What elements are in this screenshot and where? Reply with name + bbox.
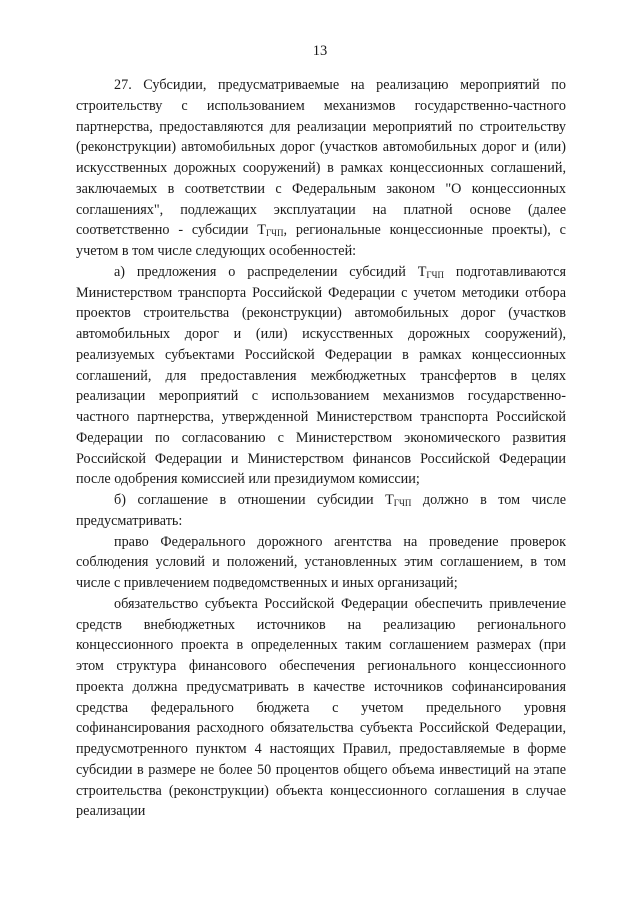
paragraph-text-tail: должно в том числе предусматривать: [76, 492, 567, 529]
paragraph-text-tail: подготавливаются Министерством транспорта Российской Федерации с учетом методики отбора проектов строительства (реконструкции) автомобильных дорог (участков автомобильных дорог и (или) искусственных дорожных сооружений), реализуемых субъектами Российской Федерации в рамках концессионных соглашений, для предоставления межбюджетных трансфертов в целях реализации мероприятий с использованием механизмов государственно-частного партнерства, утвержденной Министерством транспорта Российской Федерации по согласованию с Министерством экономического развития Российской Федерации и Министерством финансов Российской Федерации после одобрения комиссией или президиумом комиссии; [76, 263, 567, 488]
subscript: ГЧП [393, 498, 412, 508]
paragraph-text: обязательство субъекта Российской Федерации обеспечить привлечение средств внебюджетных источников на реализацию регионального концессионного проекта в определенных таким соглашением размерах (при этом структура финансового обеспечения регионального концессионного проекта должна предусматривать в качестве источников софинансирования средства федерального бюджета с учетом предельного уровня софинансирования расходного обязательства субъекта Российской Федерации, предусмотренного пунктом 4 настоящих Правил, предоставляемые в форме субсидии в размере не более 50 процентов общего объема инвестиций на этапе строительства (реконструкции) объекта концессионного соглашения в случае реализации [76, 595, 566, 820]
paragraph-text: право Федерального дорожного агентства на проведение проверок соблюдения условий и положений, установленных этим соглашением, в том числе с привлечением подведомственных и иных организаций; [76, 533, 566, 591]
paragraph-text: а) предложения о распределении субсидий Т [114, 263, 427, 280]
paragraph-b [76, 490, 566, 532]
paragraph-text: 27. Субсидии, предусматриваемые на реализацию мероприятий по строительству с использованием механизмов государственно-частного партнерства, предоставляются для реализации мероприятий по строительству (реконструкции) автомобильных дорог (участков автомобильных дорог и (или) искусственных дорожных сооружений) в рамках концессионных соглашений, заключаемых в соответствии с Федеральным законом "О концессионных соглашениях", подлежащих эксплуатации на платной основе (далее соответственно - субсидии Т [76, 77, 566, 239]
paragraph-text: б) соглашение в отношении субсидии Т [114, 492, 394, 508]
paragraph-right-of-agency [76, 532, 566, 594]
subscript: ГЧП [426, 269, 444, 280]
paragraph-27 [76, 75, 566, 262]
page-number: 13 [312, 43, 328, 59]
paragraph-text-tail: , региональные концессионные проекты), с учетом в том числе следующих особенностей: [76, 222, 566, 259]
paragraph-a [76, 262, 566, 490]
document-body [76, 75, 566, 822]
paragraph-obligation [76, 594, 566, 822]
subscript: ГЧП [265, 228, 284, 239]
